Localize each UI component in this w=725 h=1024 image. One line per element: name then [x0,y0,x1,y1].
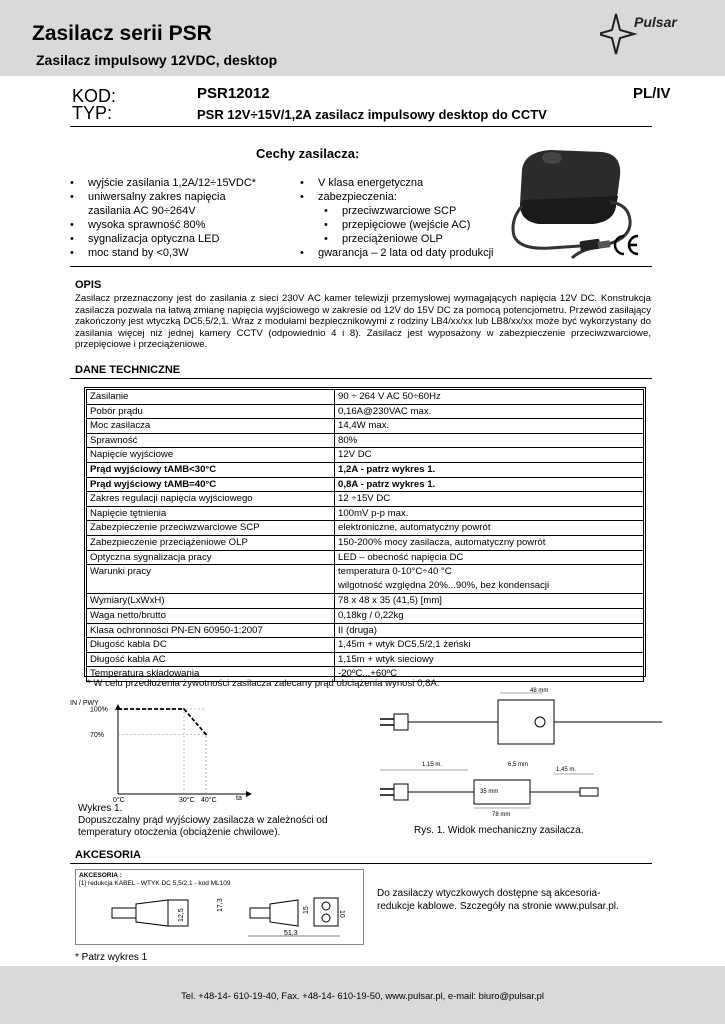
footer-contact: Tel. +48-14- 610-19-40, Fax. +48-14- 610-19-50, www.pulsar.pl, e-mail: biuro@pulsar.pl [181,990,544,1001]
table-row [87,404,644,419]
x-tick-label: 0°C [113,797,125,804]
dim-label: 1,15 m. [422,762,443,768]
table-cell: Napięcie tętnienia [87,506,335,521]
data-point [183,708,185,710]
accessories-text: Do zasilaczy wtyczkowych dostępne są akcesoria- redukcje kablowe. Szczegóły na stronie www.pulsar.pl. [377,888,619,912]
accessories-box-title: AKCESORIA : [79,872,122,879]
table-row [87,419,644,434]
table-cell: 0,8A - patrz wykres 1. [335,477,644,492]
graph-caption-text: Dopuszczalny prąd wyjściowy zasilacza w zależności od temperatury otoczenia (obciążenie chwilowe). [78,815,328,838]
feature-subitem: • przeciążeniowe OLP [294,232,514,246]
divider [70,863,652,864]
logo-text: Pulsar [634,14,677,30]
table-row [87,433,644,448]
feature-item-continued: zasilania AC 90÷264V [88,205,196,217]
graph-caption [78,803,368,839]
dim-label: 6,5 mm [508,762,529,768]
mechanical-drawing [372,680,662,830]
dim-label: 51,3 [284,930,298,937]
table-cell: temperatura 0-10°C÷40 °C [335,565,644,580]
feature-item: • wysoka sprawność 80% [64,218,294,232]
table-cell: Moc zasilacza [87,419,335,434]
table-cell: 90 ÷ 264 V AC 50÷60Hz [335,390,644,405]
table-cell: Napięcie wyjściowe [87,448,335,463]
table-cell: Długość kabla DC [87,638,335,653]
page-subtitle: Zasilacz impulsowy 12VDC, desktop [36,52,278,68]
table-cell: 1,15m + wtyk sieciowy [335,652,644,667]
page-title: Zasilacz serii PSR [32,22,212,45]
table-row [87,608,644,623]
accessory-item: [1] redukcja KABEL - WTYK DC 5,5/2,1 - kod ML109 [79,880,231,887]
table-cell: -20ºC...+60ºC [335,667,644,682]
feature-item: • V klasa energetyczna [294,176,514,190]
dim-label: 15 [303,906,310,914]
divider [70,266,652,267]
table-cell: elektroniczne, automatyczny powrót [335,521,644,536]
table-cell: wilgotność względna 20%...90%, bez kondensacji [335,579,644,594]
y-axis-label: IN / PWY [70,700,99,707]
dim-label: 35 mm [480,789,499,795]
data-point [205,734,207,736]
table-cell: 100mV p-p max. [335,506,644,521]
table-cell: Sprawność [87,433,335,448]
table-row [87,521,644,536]
lang-version: PL/IV [633,85,671,102]
table-cell: Długość kabla AC [87,652,335,667]
table-cell: II (druga) [335,623,644,638]
series-line [118,709,206,735]
table-cell: 1,2A - patrz wykres 1. [335,462,644,477]
table-row [87,390,644,405]
table-cell: Zabezpieczenie przeciążeniowe OLP [87,535,335,550]
table-row [87,550,644,565]
typ-label: TYP: [72,103,113,123]
data-point [117,708,119,710]
table-cell: Temperatura składowania [87,667,335,682]
divider [70,378,652,379]
table-row [87,638,644,653]
derating-chart [70,696,270,806]
table-cell: Prąd wyjściowy tAMB=40°C [87,477,335,492]
table-row [87,462,644,477]
feature-item: • uniwersalny zakres napięcia [64,190,294,204]
x-axis-label: ta [236,795,242,802]
footnote: * Patrz wykres 1 [75,952,148,963]
kod-value: PSR12012 [197,85,270,102]
table-row [87,492,644,507]
dim-label: 17,3 [217,898,224,912]
kod-label: KOD: [72,86,117,106]
opis-title: OPIS [75,279,102,291]
table-cell: Zakres regulacji napięcia wyjściowego [87,492,335,507]
table-row [87,565,644,580]
feature-item: • sygnalizacja optyczna LED [64,232,294,246]
feature-item: • wyjście zasilania 1,2A/12÷15VDC* [64,176,294,190]
table-cell: Optyczna sygnalizacja pracy [87,550,335,565]
table-row [87,535,644,550]
table-row [87,477,644,492]
dim-label: 1,45 m. [556,767,577,773]
table-cell: 12 ÷15V DC [335,492,644,507]
feature-subitem: • przeciwzwarciowe SCP [294,204,514,218]
graph-caption-title: Wykres 1. [78,803,123,814]
divider [70,126,652,127]
y-tick-label: 100% [90,706,108,714]
table-cell: 150-200% mocy zasilacza, automatyczny powrót [335,535,644,550]
x-tick-label: 40°C [201,797,217,804]
features-right-list [294,176,514,260]
y-tick-label: 70% [90,732,105,739]
table-cell: Prąd wyjściowy tAMB<30°C [87,462,335,477]
table-note: * W celu przedłużenia żywotności zasilacza zalecany prąd obciążenia wynosi 0,8A. [87,678,440,689]
feature-item: • zabezpieczenia: [294,190,514,204]
features-title: Cechy zasilacza: [256,146,360,161]
feature-item: • gwarancja – 2 lata od daty produkcji [294,246,514,260]
table-cell: 78 x 48 x 35 (41,5) [mm] [335,594,644,609]
table-cell: Waga netto/brutto [87,608,335,623]
table-row [87,448,644,463]
top-view [380,700,662,744]
table-cell: Pobór prądu [87,404,335,419]
table-cell: Klasa ochronności PN-EN 60950-1:2007 [87,623,335,638]
table-cell: 14,4W max. [335,419,644,434]
feature-item: • moc stand by <0,3W [64,246,294,260]
table-cell: 0,16A@230VAC max. [335,404,644,419]
table-row [87,652,644,667]
table-cell: LED – obecność napięcia DC [335,550,644,565]
x-tick-label: 30°C [179,797,195,804]
dim-label: 48 mm [530,688,549,694]
tech-title: DANE TECHNICZNE [75,364,181,376]
table-row [87,506,644,521]
table-row [87,594,644,609]
adapter-drawing [108,890,358,942]
ce-mark-icon [611,232,641,258]
opis-text: Zasilacz przeznaczony jest do zasilania z sieci 230V AC kamer telewizji przemysłowej wymagających napięcia 12V DC. Konstrukcja zasilacza pozwala na łatwą zmianę napięcia wyjściowego w zakresie od 12V do 15V DC za pomocą potencjometru. Przewód zasilający zakończony jest wtyczką DC5,5/2,1. Wraz z modułami bezpiecznikowymi z rodziny LB4/xx/xx lub LB8/xx/xx może być wykorzystany do zasilania więcej niż jednej kamery CCTV (odpowiednio 4 i 8). Zasilacz jest wyposażony w zabezpieczenie przeciwzwarciowe, przepięciowe i przeciążeniowe. [75,293,651,351]
figure-caption: Rys. 1. Widok mechaniczny zasilacza. [414,825,584,836]
table-row [87,623,644,638]
table-cell: Wymiary(LxWxH) [87,594,335,609]
table-cell: 0,18kg / 0,22kg [335,608,644,623]
table-cell: Zabezpieczenie przeciwzwarciowe SCP [87,521,335,536]
dim-label: 12,5 [178,908,185,922]
table-cell: Zasilanie [87,390,335,405]
typ-value: PSR 12V÷15V/1,2A zasilacz impulsowy desktop do CCTV [197,107,547,122]
features-left-list [64,176,294,260]
dim-label: 78 mm [492,812,511,818]
table-cell: Warunki pracy [87,565,335,594]
table-cell: 12V DC [335,448,644,463]
table-cell: 1,45m + wtyk DC5,5/2,1 żeński [335,638,644,653]
tech-table [86,389,644,682]
table-cell: 80% [335,433,644,448]
accessories-title: AKCESORIA [75,849,142,861]
x-axis-arrow [246,791,252,797]
feature-subitem: • przepięciowe (wejście AC) [294,218,514,232]
dim-label: 10 [338,910,345,918]
